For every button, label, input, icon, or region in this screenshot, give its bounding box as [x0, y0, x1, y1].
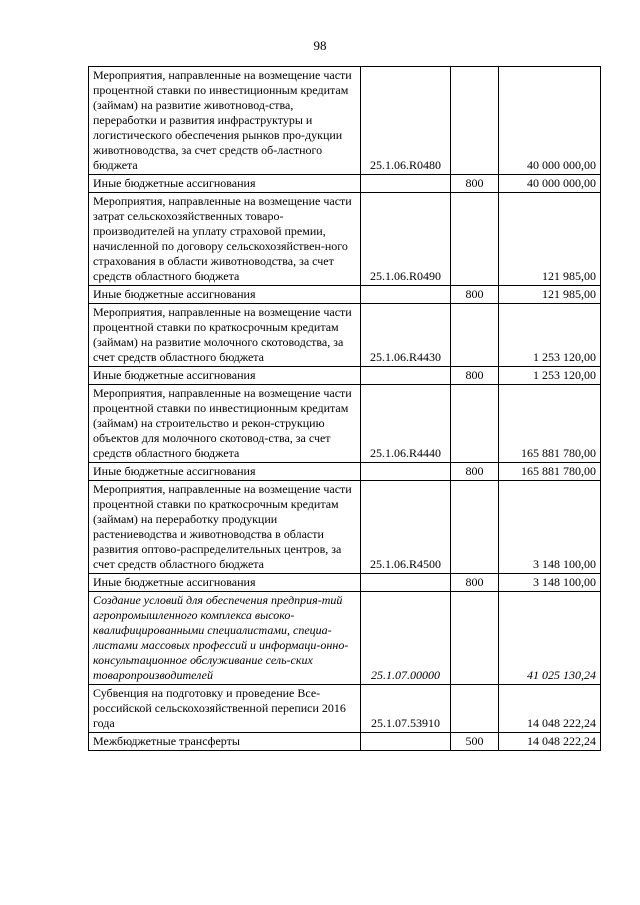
- table-row: [89, 385, 601, 463]
- table-row: [89, 463, 601, 481]
- row-sum-cell: 14 048 222,24: [499, 733, 601, 751]
- row-sum-cell: 3 148 100,00: [499, 574, 601, 592]
- row-name-cell: Иные бюджетные ассигнования: [89, 463, 361, 481]
- table-row: [89, 175, 601, 193]
- budget-table: [88, 66, 601, 751]
- row-type-cell: 800: [451, 574, 499, 592]
- table-row: [89, 304, 601, 367]
- row-sum-cell: 1 253 120,00: [499, 304, 601, 367]
- row-sum-cell: 40 000 000,00: [499, 67, 601, 175]
- row-code-cell: [361, 286, 451, 304]
- table-row: [89, 193, 601, 286]
- row-type-cell: [451, 481, 499, 574]
- row-sum-cell: 121 985,00: [499, 286, 601, 304]
- row-sum-cell: 14 048 222,24: [499, 685, 601, 733]
- row-sum-cell: 40 000 000,00: [499, 175, 601, 193]
- row-name-cell: Мероприятия, направленные на возмещение части затрат сельскохозяйственных товаро-производителей на уплату страховой премии, начисленной по договору сельскохозяйствен-ного страхования в области животноводства, за счет средств областного бюджета: [89, 193, 361, 286]
- row-code-cell: 25.1.07.53910: [361, 685, 451, 733]
- table-row: [89, 733, 601, 751]
- row-name-cell: Мероприятия, направленные на возмещение части процентной ставки по инвестиционным кредитам (займам) на строительство и рекон-струкцию объектов для молочного скотовод-ства, за счет средств областного бюджета: [89, 385, 361, 463]
- row-type-cell: 800: [451, 286, 499, 304]
- row-name-cell: Создание условий для обеспечения предприя-тий агропромышленного комплекса высоко-квалифицированными специалистами, специа-листами массовых профессий и информаци-онно-консультационное обслуживание сель-ских товаропроизводителей: [89, 592, 361, 685]
- row-name-cell: Субвенция на подготовку и проведение Все-российской сельскохозяйственной переписи 2016 года: [89, 685, 361, 733]
- row-name-cell: Иные бюджетные ассигнования: [89, 574, 361, 592]
- row-type-cell: [451, 304, 499, 367]
- row-code-cell: 25.1.07.00000: [361, 592, 451, 685]
- row-code-cell: [361, 367, 451, 385]
- row-name-cell: Мероприятия, направленные на возмещение части процентной ставки по краткосрочным кредитам (займам) на переработку продукции растениеводства и животноводства в области развития оптово-распределительных центров, за счет средств областного бюджета: [89, 481, 361, 574]
- row-type-cell: 500: [451, 733, 499, 751]
- table-row: [89, 592, 601, 685]
- row-type-cell: [451, 592, 499, 685]
- page-number: 98: [313, 38, 327, 53]
- table-row: [89, 574, 601, 592]
- table-row: [89, 286, 601, 304]
- row-name-cell: Мероприятия, направленные на возмещение части процентной ставки по инвестиционным кредитам (займам) на развитие животновод-ства, переработки и развития инфраструктуры и логистического обеспечения рынков про-дукции животноводства, за счет средств об-ластного бюджета: [89, 67, 361, 175]
- row-name-cell: Иные бюджетные ассигнования: [89, 286, 361, 304]
- row-sum-cell: 165 881 780,00: [499, 385, 601, 463]
- budget-table-body: [89, 67, 601, 751]
- row-name-cell: Мероприятия, направленные на возмещение части процентной ставки по краткосрочным кредитам (займам) на развитие молочного скотоводства, за счет средств областного бюджета: [89, 304, 361, 367]
- row-code-cell: [361, 463, 451, 481]
- row-name-cell: Иные бюджетные ассигнования: [89, 367, 361, 385]
- row-code-cell: [361, 733, 451, 751]
- table-row: [89, 67, 601, 175]
- row-type-cell: 800: [451, 463, 499, 481]
- row-code-cell: 25.1.06.R4430: [361, 304, 451, 367]
- row-code-cell: 25.1.06.R4500: [361, 481, 451, 574]
- row-type-cell: 800: [451, 367, 499, 385]
- row-code-cell: 25.1.06.R4440: [361, 385, 451, 463]
- row-sum-cell: 121 985,00: [499, 193, 601, 286]
- row-sum-cell: 1 253 120,00: [499, 367, 601, 385]
- row-code-cell: 25.1.06.R0480: [361, 67, 451, 175]
- row-name-cell: Иные бюджетные ассигнования: [89, 175, 361, 193]
- table-row: [89, 685, 601, 733]
- row-sum-cell: 41 025 130,24: [499, 592, 601, 685]
- row-sum-cell: 3 148 100,00: [499, 481, 601, 574]
- row-type-cell: [451, 193, 499, 286]
- row-name-cell: Межбюджетные трансферты: [89, 733, 361, 751]
- row-type-cell: [451, 385, 499, 463]
- row-code-cell: [361, 175, 451, 193]
- row-type-cell: 800: [451, 175, 499, 193]
- row-type-cell: [451, 685, 499, 733]
- row-type-cell: [451, 67, 499, 175]
- table-row: [89, 481, 601, 574]
- table-row: [89, 367, 601, 385]
- row-code-cell: 25.1.06.R0490: [361, 193, 451, 286]
- row-sum-cell: 165 881 780,00: [499, 463, 601, 481]
- row-code-cell: [361, 574, 451, 592]
